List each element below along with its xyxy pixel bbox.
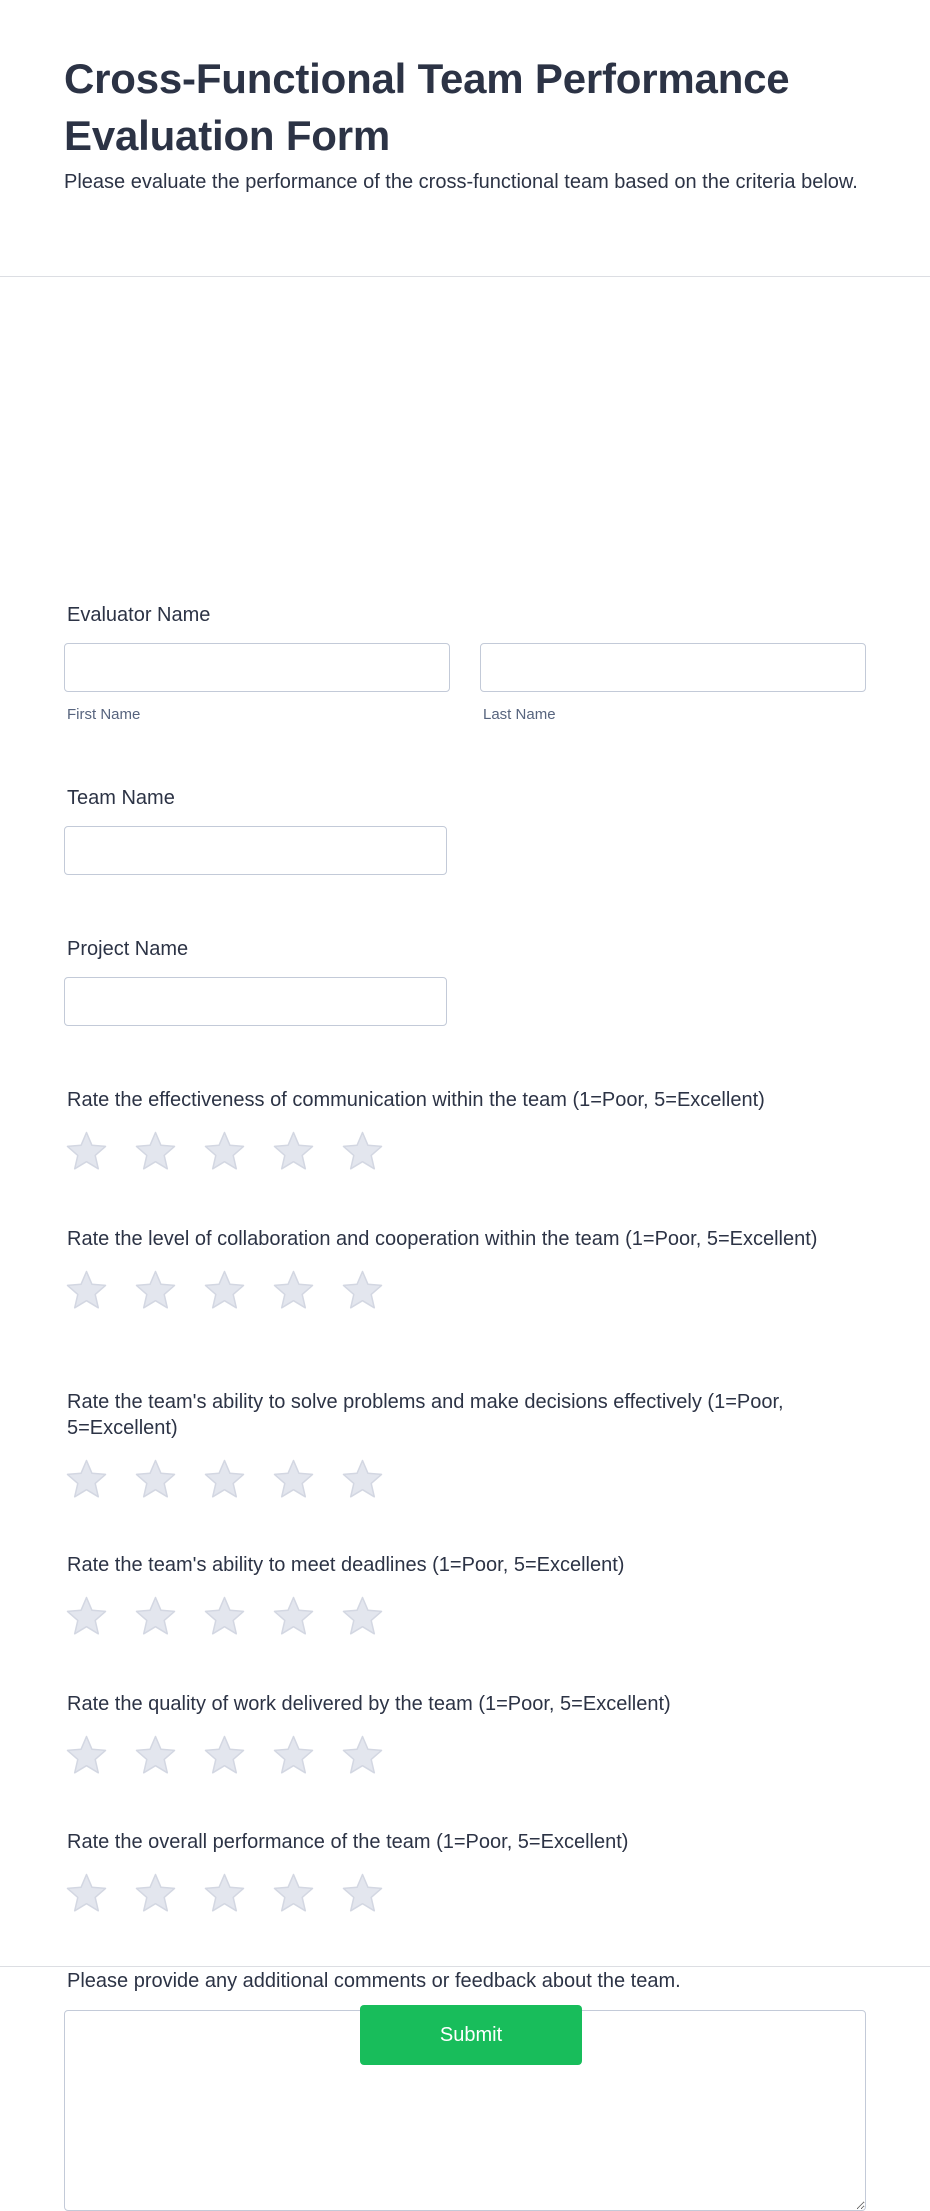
rating-label: Rate the level of collaboration and cooperation within the team (1=Poor, 5=Excellent) (67, 1228, 818, 1250)
star-icon[interactable] (271, 1871, 316, 1916)
rating-collaboration (64, 1226, 866, 1313)
project-name-input[interactable] (64, 977, 447, 1026)
star-icon[interactable] (133, 1594, 178, 1639)
rating-label: Rate the team's ability to solve problems and make decisions effectively (1=Poor, 5=Excellent) (67, 1391, 784, 1439)
first-name-input[interactable] (64, 643, 450, 692)
star-icon[interactable] (340, 1457, 385, 1502)
evaluator-name-section (64, 602, 866, 723)
star-icon[interactable] (271, 1594, 316, 1639)
star-icon[interactable] (64, 1268, 109, 1313)
star-icon[interactable] (202, 1129, 247, 1174)
submit-button[interactable]: Submit (360, 2005, 582, 2065)
rating-label: Rate the effectiveness of communication within the team (1=Poor, 5=Excellent) (67, 1089, 765, 1111)
star-rating (64, 1268, 866, 1313)
team-name-section (64, 785, 866, 875)
star-icon[interactable] (340, 1268, 385, 1313)
form-footer (0, 1966, 930, 2114)
star-rating (64, 1871, 866, 1916)
star-icon[interactable] (64, 1129, 109, 1174)
team-name-label: Team Name (67, 787, 175, 809)
star-icon[interactable] (340, 1129, 385, 1174)
star-icon[interactable] (133, 1129, 178, 1174)
rating-problem-solving (64, 1389, 866, 1502)
star-icon[interactable] (271, 1733, 316, 1778)
form-header (0, 0, 930, 277)
rating-deadlines (64, 1552, 866, 1639)
star-rating (64, 1733, 866, 1778)
star-icon[interactable] (133, 1871, 178, 1916)
project-name-label: Project Name (67, 938, 189, 960)
page-subtitle: Please evaluate the performance of the cross-functional team based on the criteria below. (64, 171, 858, 193)
star-icon[interactable] (64, 1871, 109, 1916)
page-title: Cross-Functional Team Performance Evaluation Form (64, 55, 790, 159)
star-icon[interactable] (64, 1457, 109, 1502)
star-icon[interactable] (340, 1594, 385, 1639)
star-icon[interactable] (271, 1129, 316, 1174)
star-icon[interactable] (340, 1733, 385, 1778)
star-icon[interactable] (271, 1268, 316, 1313)
star-icon[interactable] (64, 1594, 109, 1639)
rating-overall (64, 1829, 866, 1916)
team-name-input[interactable] (64, 826, 447, 875)
star-rating (64, 1457, 866, 1502)
star-icon[interactable] (64, 1733, 109, 1778)
star-icon[interactable] (133, 1268, 178, 1313)
star-icon[interactable] (202, 1733, 247, 1778)
star-icon[interactable] (202, 1871, 247, 1916)
star-rating (64, 1594, 866, 1639)
star-icon[interactable] (202, 1268, 247, 1313)
last-name-sublabel: Last Name (483, 706, 556, 723)
rating-label: Rate the quality of work delivered by the team (1=Poor, 5=Excellent) (67, 1693, 671, 1715)
rating-communication (64, 1087, 866, 1174)
star-icon[interactable] (271, 1457, 316, 1502)
star-icon[interactable] (202, 1594, 247, 1639)
rating-quality (64, 1691, 866, 1778)
star-icon[interactable] (340, 1871, 385, 1916)
evaluator-name-label: Evaluator Name (67, 604, 211, 626)
project-name-section (64, 936, 866, 1026)
star-icon[interactable] (202, 1457, 247, 1502)
rating-label: Rate the overall performance of the team (1=Poor, 5=Excellent) (67, 1831, 629, 1853)
comments-label: Please provide any additional comments or feedback about the team. (67, 1970, 681, 1992)
first-name-sublabel: First Name (67, 706, 141, 723)
star-icon[interactable] (133, 1457, 178, 1502)
rating-label: Rate the team's ability to meet deadlines (1=Poor, 5=Excellent) (67, 1554, 625, 1576)
star-rating (64, 1129, 866, 1174)
star-icon[interactable] (133, 1733, 178, 1778)
last-name-input[interactable] (480, 643, 866, 692)
